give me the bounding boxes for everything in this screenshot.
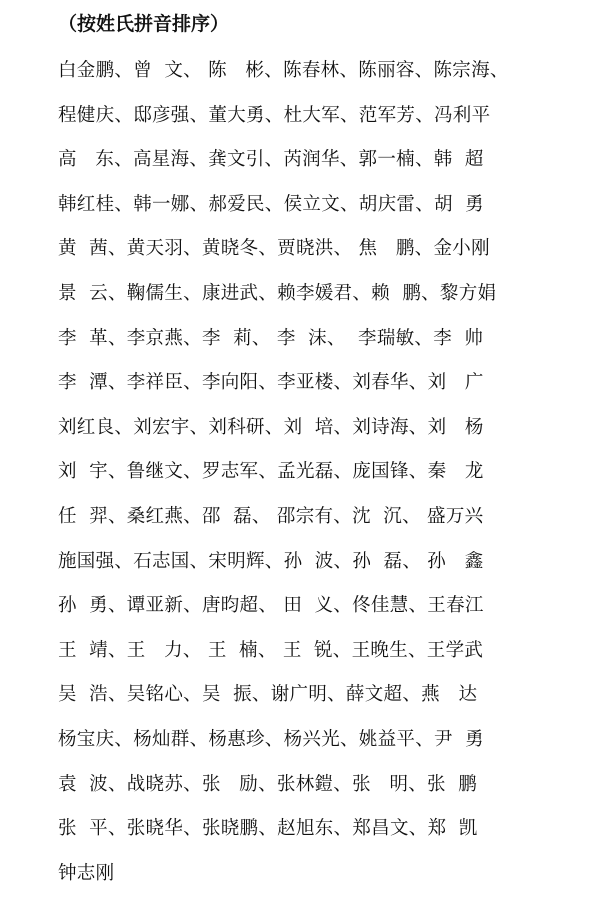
names-line: 施国强、石志国、宋明辉、孙 波、孙 磊、 孙 鑫 <box>58 550 484 572</box>
names-line: 景 云、鞠儒生、康进武、赖李媛君、赖 鹏、黎方娟 <box>58 282 497 304</box>
names-line: 孙 勇、谭亚新、唐昀超、 田 义、佟佳慧、王春江 <box>58 595 484 617</box>
names-line: 白金鹏、曾 文、 陈 彬、陈春林、陈丽容、陈宗海、 <box>58 60 509 81</box>
names-line: 王 靖、王 力、 王 楠、 王 锐、王晚生、王学武 <box>58 639 484 661</box>
names-line: 钟志刚 <box>58 862 115 884</box>
names-line: 李 革、李京燕、李 莉、 李 沫、 李瑞敏、李 帅 <box>58 327 484 349</box>
list-heading: （按姓氏拼音排序） <box>58 13 230 35</box>
names-line: 吴 浩、吴铭心、吴 振、谢广明、薛文超、燕 达 <box>58 684 478 706</box>
names-line: 刘 宇、鲁继文、罗志军、孟光磊、庞国锋、秦 龙 <box>58 461 484 483</box>
names-line: 黄 茜、黄天羽、黄晓冬、贾晓洪、 焦 鹏、金小刚 <box>58 238 490 260</box>
names-line: 韩红桂、韩一娜、郝爱民、侯立文、胡庆雷、胡 勇 <box>58 193 484 215</box>
names-line: 李 潭、李祥臣、李向阳、李亚楼、刘春华、刘 广 <box>58 372 484 394</box>
names-line: 刘红良、刘宏宇、刘科研、刘 培、刘诗海、刘 杨 <box>58 416 484 438</box>
names-list <box>58 56 603 900</box>
names-line: 袁 波、战晓苏、张 励、张林鎧、张 明、张 鹏 <box>58 773 478 795</box>
names-line: 任 羿、桑红燕、邵 磊、 邵宗有、沈 沉、 盛万兴 <box>58 505 484 527</box>
names-line: 高 东、高星海、龚文引、芮润华、郭一楠、韩 超 <box>58 149 484 171</box>
names-line: 程健庆、邸彦强、董大勇、杜大军、范军芳、冯利平 <box>58 104 491 126</box>
names-line: 张 平、张晓华、张晓鹏、赵旭东、郑昌文、郑 凯 <box>58 818 478 840</box>
names-line: 杨宝庆、杨灿群、杨惠珍、杨兴光、姚益平、尹 勇 <box>58 728 484 750</box>
